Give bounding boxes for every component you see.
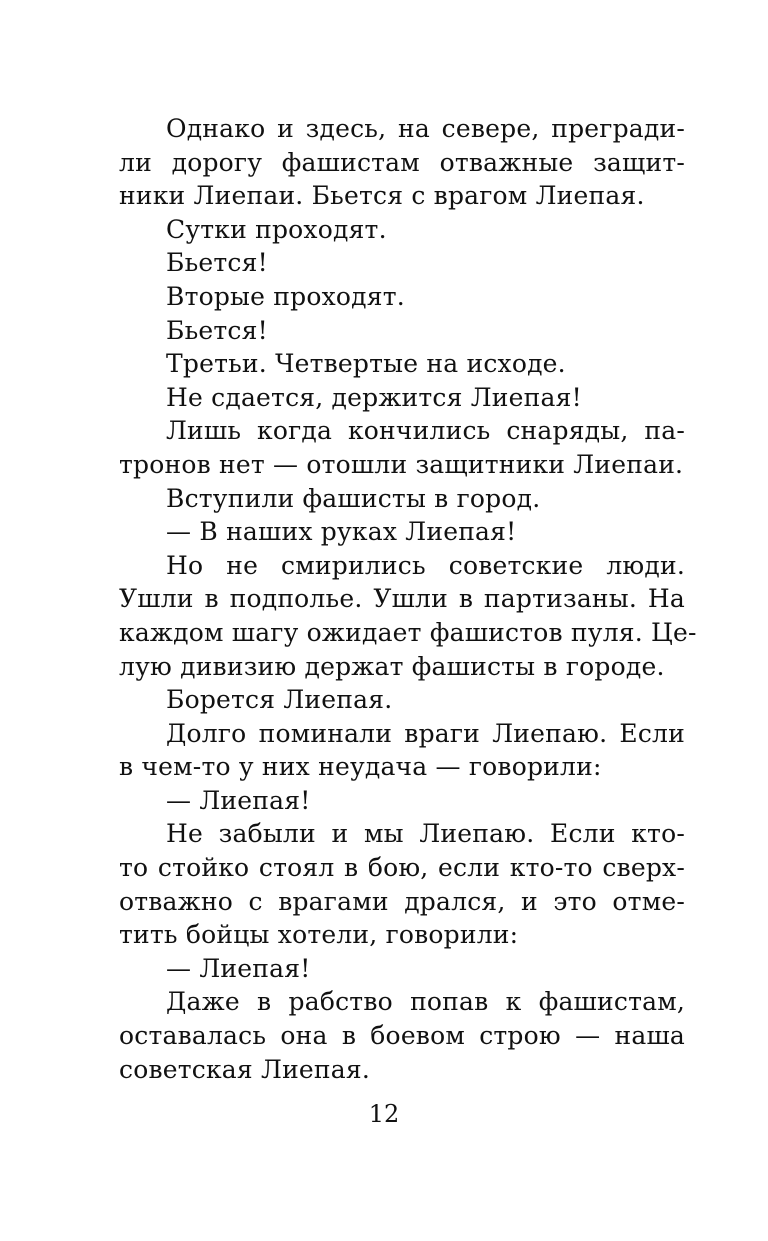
text-line: Третьи. Четвертые на исходе. bbox=[166, 349, 566, 379]
text-line: Долго поминали враги Лиепаю. Если bbox=[166, 718, 685, 748]
page-text bbox=[119, 112, 697, 1086]
text-line: оставалась она в боевом строю — наша bbox=[119, 1021, 685, 1051]
text-line: — Лиепая! bbox=[166, 785, 311, 815]
text-line: в чем-то у них неудача — говорили: bbox=[119, 752, 602, 782]
text-line: тронов нет — отошли защитники Лиепаи. bbox=[119, 449, 684, 479]
text-line: Лишь когда кончились снаряды, па- bbox=[166, 416, 685, 446]
text-line: лую дивизию держат фашисты в городе. bbox=[119, 651, 665, 681]
text-line: Даже в рабство попав к фашистам, bbox=[166, 987, 685, 1017]
text-line: советская Лиепая. bbox=[119, 1054, 371, 1084]
text-line: — Лиепая! bbox=[166, 953, 311, 983]
text-line: тить бойцы хотели, говорили: bbox=[119, 920, 519, 950]
text-line: ники Лиепаи. Бьется с врагом Лиепая. bbox=[119, 181, 645, 211]
text-line: Сутки проходят. bbox=[166, 214, 387, 244]
text-line: Бьется! bbox=[166, 315, 268, 345]
text-line: каждом шагу ожидает фашистов пуля. Це- bbox=[119, 617, 697, 647]
text-line: то стойко стоял в бою, если кто-то сверх- bbox=[119, 853, 685, 883]
text-line: Борется Лиепая. bbox=[166, 685, 393, 715]
text-line: Не сдается, держится Лиепая! bbox=[166, 382, 582, 412]
text-line: — В наших руках Лиепая! bbox=[166, 517, 517, 547]
text-line: Бьется! bbox=[166, 248, 268, 278]
text-line: ли дорогу фашистам отважные защит- bbox=[119, 147, 685, 177]
text-line: отважно с врагами дрался, и это отме- bbox=[119, 886, 685, 916]
text-line: Вступили фашисты в город. bbox=[166, 483, 541, 513]
text-line: Не забыли и мы Лиепаю. Если кто- bbox=[166, 819, 685, 849]
text-line: Вторые проходят. bbox=[166, 281, 405, 311]
page-number: 12 bbox=[368, 1100, 400, 1128]
text-line: Ушли в подполье. Ушли в партизаны. На bbox=[119, 584, 685, 614]
text-line: Но не смирились советские люди. bbox=[166, 550, 685, 580]
text-line: Однако и здесь, на севере, прегради- bbox=[166, 114, 685, 143]
